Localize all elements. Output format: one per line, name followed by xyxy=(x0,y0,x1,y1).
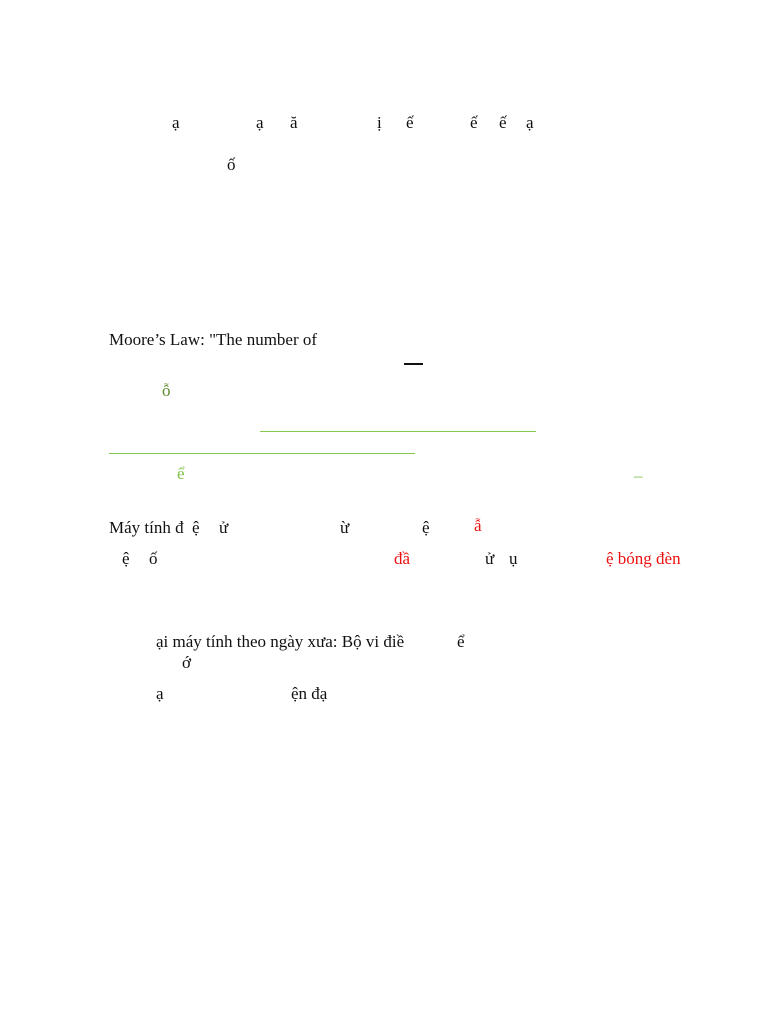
glyph: ử xyxy=(219,518,229,537)
glyph: ế xyxy=(406,113,414,132)
hyperlink-underline xyxy=(260,431,536,432)
glyph: ệ xyxy=(192,518,200,537)
em-dash-rule xyxy=(404,363,423,365)
moores-law-text: Moore’s Law: "The number of xyxy=(109,330,318,349)
glyph: ạ xyxy=(526,113,534,132)
glyph: ă xyxy=(290,113,298,132)
computer-line-start: Máy tính đ xyxy=(109,518,184,537)
glyph: ạ xyxy=(256,113,264,132)
glyph: ố xyxy=(149,549,158,568)
glyph: ụ xyxy=(509,549,518,568)
glyph: ệ xyxy=(122,549,130,568)
glyph: ị xyxy=(377,113,382,132)
glyph: ớ xyxy=(182,653,191,672)
green-glyph: ỗ xyxy=(162,381,171,400)
glyph: ạ xyxy=(156,684,164,703)
last-line-text: ện đạ xyxy=(291,684,328,703)
green-glyph: ể xyxy=(177,464,185,483)
red-glyph: ẫ xyxy=(474,516,482,535)
red-text: đầ xyxy=(394,549,411,568)
green-dash: – xyxy=(634,466,643,485)
glyph: ế xyxy=(499,113,507,132)
glyph: ạ xyxy=(172,113,180,132)
glyph: ừ xyxy=(340,518,350,537)
history-text: ại máy tính theo ngày xưa: Bộ vi điề xyxy=(156,632,405,651)
glyph: ể xyxy=(457,632,465,651)
red-text: ệ bóng đèn xyxy=(606,549,681,568)
hyperlink-underline xyxy=(109,453,415,454)
glyph: ử xyxy=(485,549,495,568)
glyph: ố xyxy=(227,155,236,174)
glyph: ế xyxy=(470,113,478,132)
glyph: ệ xyxy=(422,518,430,537)
